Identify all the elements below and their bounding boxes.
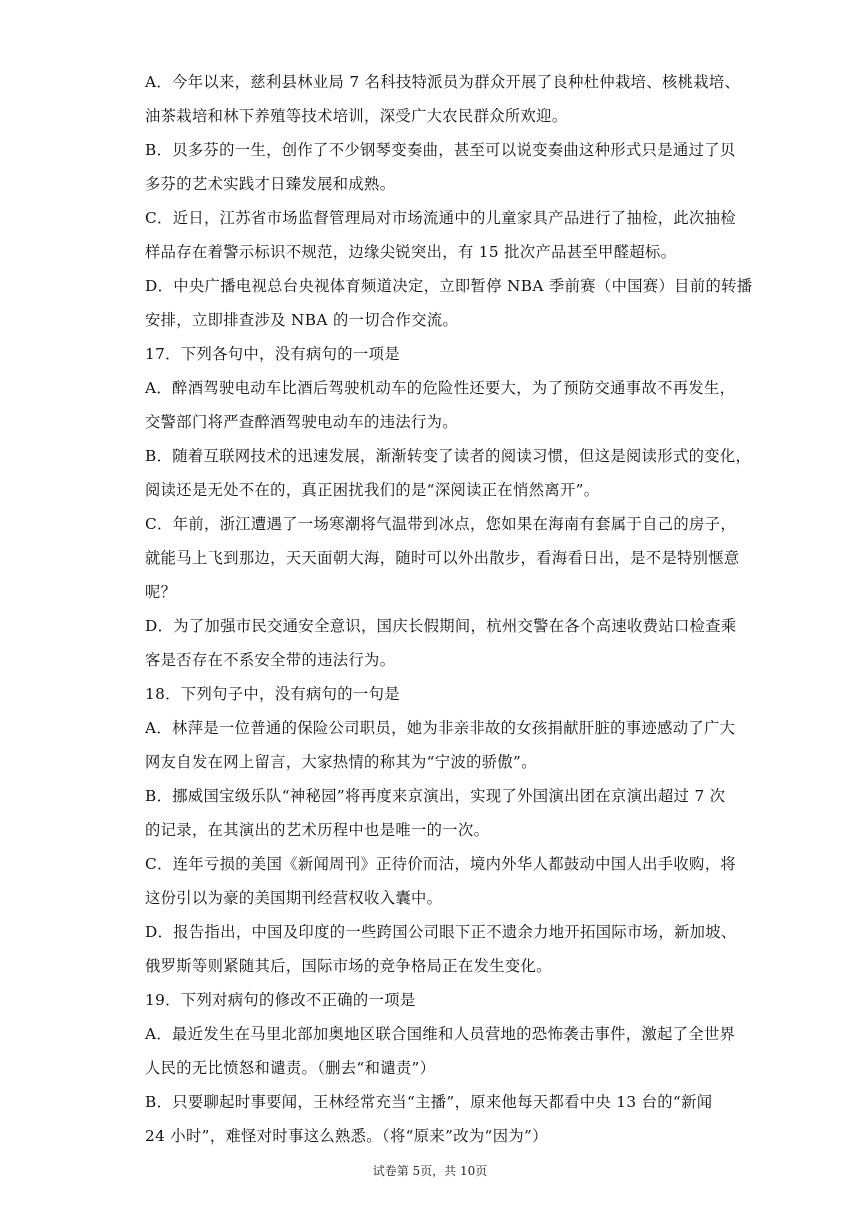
text-line: 客是否存在不系安全带的违法行为。: [145, 651, 396, 669]
text-line: 这份引以为豪的美国期刊经营权收入囊中。: [145, 889, 443, 907]
text-line: 安排，立即排查涉及 NBA 的一切合作交流。: [145, 311, 459, 329]
text-line: 呢？: [145, 583, 177, 601]
text-line: 阅读还是无处不在的，真正困扰我们的是“深阅读正在悄然离开”。: [145, 481, 600, 499]
question-19-heading: 19．下列对病句的修改不正确的一项是: [145, 991, 416, 1009]
text-line: A．林萍是一位普通的保险公司职员，她为非亲非故的女孩捐献肝脏的事迹感动了广大: [145, 719, 736, 737]
page-footer: 试卷第 5页，共 10页: [372, 1164, 488, 1178]
text-line: C．连年亏损的美国《新闻周刊》正待价而沽，境内外华人都鼓动中国人出手收购，将: [145, 855, 736, 873]
text-line: A．醉酒驾驶电动车比酒后驾驶机动车的危险性还要大，为了预防交通事故不再发生，: [145, 379, 736, 397]
text-line: 多芬的艺术实践才日臻发展和成熟。: [145, 175, 396, 193]
text-line: 24 小时”，难怪对时事这么熟悉。（将“原来”改为“因为”）: [145, 1127, 548, 1145]
text-line: D．中央广播电视总台央视体育频道决定，立即暂停 NBA 季前赛（中国赛）目前的转播: [145, 277, 753, 295]
text-line: D．为了加强市民交通安全意识，国庆长假期间，杭州交警在各个高速收费站口检查乘: [145, 617, 737, 635]
text-line: 俄罗斯等则紧随其后，国际市场的竞争格局正在发生变化。: [145, 957, 552, 975]
text-line: 就能马上飞到那边，天天面朝大海，随时可以外出散步，看海看日出，是不是特别惬意: [145, 549, 740, 567]
text-line: B．贝多芬的一生，创作了不少钢琴变奏曲，甚至可以说变奏曲这种形式只是通过了贝: [145, 141, 736, 159]
text-line: D．报告指出，中国及印度的一些跨国公司眼下正不遗余力地开拓国际市场，新加坡、: [145, 923, 737, 941]
question-17-heading: 17．下列各句中，没有病句的一项是: [145, 345, 400, 363]
text-line: B．随着互联网技术的迅速发展，渐渐转变了读者的阅读习惯，但这是阅读形式的变化，: [145, 447, 752, 465]
text-line: 的记录，在其演出的艺术历程中也是唯一的一次。: [145, 821, 490, 839]
text-line: B．只要聊起时事要闻，王林经常充当“主播”，原来他每天都看中央 13 台的“新闻: [145, 1093, 713, 1111]
text-line: C．近日，江苏省市场监督管理局对市场流通中的儿童家具产品进行了抽检，此次抽检: [145, 209, 736, 227]
text-line: 交警部门将严查醉酒驾驶电动车的违法行为。: [145, 413, 458, 431]
text-line: 人民的无比愤怒和谴责。（删去“和谴责”）: [145, 1059, 436, 1077]
question-18-heading: 18．下列句子中，没有病句的一句是: [145, 685, 400, 703]
text-line: 样品存在着警示标识不规范，边缘尖锐突出，有 15 批次产品甚至甲醛超标。: [145, 243, 677, 261]
text-line: C．年前，浙江遭遇了一场寒潮将气温带到冰点，您如果在海南有套属于自己的房子，: [145, 515, 736, 533]
text-line: 油茶栽培和林下养殖等技术培训，深受广大农民群众所欢迎。: [145, 107, 568, 125]
text-line: A．最近发生在马里北部加奥地区联合国维和人员营地的恐怖袭击事件，激起了全世界: [145, 1025, 736, 1043]
text-line: 网友自发在网上留言，大家热情的称其为“宁波的骄傲”。: [145, 753, 537, 771]
text-line: A．今年以来，慈利县林业局 7 名科技特派员为群众开展了良种杜仲栽培、核桃栽培、: [145, 73, 741, 91]
text-line: B．挪威国宝级乐队“神秘园”将再度来京演出，实现了外国演出团在京演出超过 7 次: [145, 787, 726, 805]
